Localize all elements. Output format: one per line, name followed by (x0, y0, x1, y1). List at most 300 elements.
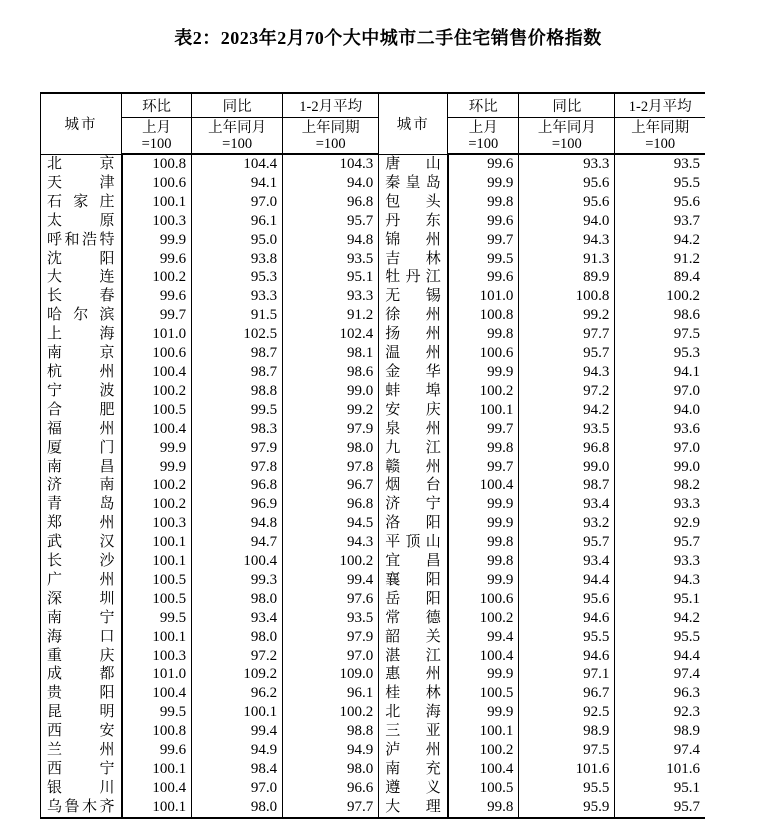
mom-cell: 100.1 (448, 401, 519, 420)
city-cell: 包头 (379, 193, 448, 212)
mom-cell: 100.2 (122, 382, 192, 401)
mom-cell: 99.6 (448, 154, 519, 174)
mom-cell: 101.0 (448, 287, 519, 306)
city-cell: 郑州 (41, 514, 122, 533)
yoy-cell: 89.9 (519, 268, 615, 287)
city-cell: 金华 (379, 363, 448, 382)
yoy-cell: 94.9 (192, 741, 283, 760)
column-header-city-right: 城市 (379, 93, 448, 154)
city-cell: 合肥 (41, 401, 122, 420)
yoy-cell: 96.9 (192, 495, 283, 514)
subheader-avg-right: 上年同期 =100 (615, 118, 705, 155)
yoy-cell: 95.7 (519, 533, 615, 552)
table-row (41, 609, 706, 628)
yoy-cell: 94.8 (192, 514, 283, 533)
yoy-cell: 95.6 (519, 193, 615, 212)
avg-cell: 95.5 (673, 628, 700, 645)
avg-cell: 100.2 (283, 703, 379, 722)
city-cell: 济南 (41, 476, 122, 495)
avg-cell: 95.5 (673, 174, 700, 191)
avg-cell: 93.5 (283, 250, 379, 269)
mom-cell: 99.8 (448, 533, 519, 552)
mom-cell: 101.0 (122, 325, 192, 344)
mom-cell: 99.9 (448, 665, 519, 684)
yoy-cell: 97.5 (519, 741, 615, 760)
yoy-cell: 92.5 (519, 703, 615, 722)
city-cell: 遵义 (379, 779, 448, 798)
city-cell: 广州 (41, 571, 122, 590)
yoy-cell: 94.4 (519, 571, 615, 590)
avg-cell: 95.7 (673, 798, 700, 815)
table-row (41, 363, 706, 382)
city-cell: 济宁 (379, 495, 448, 514)
column-header-avg-right: 1-2月平均 (615, 93, 705, 118)
mom-cell: 99.8 (448, 798, 519, 818)
table-row (41, 458, 706, 477)
city-cell: 三亚 (379, 722, 448, 741)
yoy-cell: 91.3 (519, 250, 615, 269)
yoy-cell: 95.9 (519, 798, 615, 818)
yoy-cell: 97.2 (519, 382, 615, 401)
table-row (41, 382, 706, 401)
avg-cell: 94.3 (673, 571, 700, 588)
city-cell: 洛阳 (379, 514, 448, 533)
city-cell: 杭州 (41, 363, 122, 382)
yoy-cell: 97.2 (192, 647, 283, 666)
yoy-cell: 97.0 (192, 779, 283, 798)
yoy-cell: 96.7 (519, 684, 615, 703)
mom-cell: 99.9 (448, 703, 519, 722)
city-cell: 上海 (41, 325, 122, 344)
mom-cell: 99.9 (122, 439, 192, 458)
mom-cell: 99.9 (448, 363, 519, 382)
yoy-cell: 94.0 (519, 212, 615, 231)
subheader-yoy-left: 上年同月 =100 (192, 118, 283, 155)
avg-cell: 99.2 (283, 401, 379, 420)
yoy-cell: 98.0 (192, 590, 283, 609)
yoy-cell: 93.3 (519, 154, 615, 174)
table-row (41, 571, 706, 590)
subheader-yoy-right: 上年同月 =100 (519, 118, 615, 155)
header-row-base (41, 118, 706, 155)
yoy-cell: 98.0 (192, 798, 283, 818)
mom-cell: 100.1 (122, 533, 192, 552)
mom-cell: 99.6 (122, 741, 192, 760)
table-row (41, 174, 706, 193)
column-header-mom-left: 环比 (122, 93, 192, 118)
table-row (41, 193, 706, 212)
header-row-groups (41, 93, 706, 118)
yoy-cell: 93.2 (519, 514, 615, 533)
yoy-cell: 97.1 (519, 665, 615, 684)
mom-cell: 100.4 (122, 779, 192, 798)
city-cell: 惠州 (379, 665, 448, 684)
table-row (41, 590, 706, 609)
mom-cell: 99.5 (122, 609, 192, 628)
mom-cell: 100.1 (122, 552, 192, 571)
city-cell: 呼和浩特 (41, 231, 122, 250)
avg-cell: 93.3 (673, 496, 700, 513)
yoy-cell: 93.4 (192, 609, 283, 628)
mom-cell: 100.3 (122, 514, 192, 533)
avg-cell: 98.6 (283, 363, 379, 382)
avg-cell: 97.0 (673, 439, 700, 456)
yoy-cell: 98.4 (192, 760, 283, 779)
avg-cell: 94.8 (283, 231, 379, 250)
yoy-cell: 97.9 (192, 439, 283, 458)
yoy-cell: 100.8 (519, 287, 615, 306)
yoy-cell: 94.6 (519, 647, 615, 666)
city-cell: 岳阳 (379, 590, 448, 609)
table-row (41, 779, 706, 798)
yoy-cell: 96.8 (192, 476, 283, 495)
mom-cell: 99.6 (448, 268, 519, 287)
table-row (41, 665, 706, 684)
mom-cell: 100.4 (122, 363, 192, 382)
avg-cell: 98.0 (283, 760, 379, 779)
avg-cell: 95.7 (673, 534, 700, 551)
avg-cell: 96.8 (283, 495, 379, 514)
city-cell: 烟台 (379, 476, 448, 495)
city-cell: 蚌埠 (379, 382, 448, 401)
mom-cell: 99.9 (448, 514, 519, 533)
mom-cell: 100.2 (122, 268, 192, 287)
city-cell: 深圳 (41, 590, 122, 609)
avg-cell: 99.4 (283, 571, 379, 590)
city-cell: 丹东 (379, 212, 448, 231)
mom-cell: 100.6 (122, 344, 192, 363)
avg-cell: 95.3 (673, 345, 700, 362)
avg-cell: 97.4 (673, 666, 700, 683)
city-cell: 青岛 (41, 495, 122, 514)
avg-cell: 97.7 (283, 798, 379, 818)
mom-cell: 99.4 (448, 628, 519, 647)
yoy-cell: 98.7 (192, 363, 283, 382)
mom-cell: 100.6 (122, 174, 192, 193)
avg-cell: 98.6 (673, 307, 700, 324)
mom-cell: 100.8 (448, 306, 519, 325)
table-row (41, 514, 706, 533)
yoy-cell: 95.6 (519, 590, 615, 609)
avg-cell: 98.8 (283, 722, 379, 741)
column-header-avg-left: 1-2月平均 (283, 93, 379, 118)
city-cell: 天津 (41, 174, 122, 193)
yoy-cell: 97.7 (519, 325, 615, 344)
table-row (41, 722, 706, 741)
city-cell: 南充 (379, 760, 448, 779)
city-cell: 武汉 (41, 533, 122, 552)
table-row (41, 684, 706, 703)
yoy-cell: 93.3 (192, 287, 283, 306)
avg-cell: 94.9 (283, 741, 379, 760)
city-cell: 西安 (41, 722, 122, 741)
table-row (41, 495, 706, 514)
mom-cell: 100.5 (122, 401, 192, 420)
avg-cell: 93.5 (673, 156, 700, 172)
price-index-table (40, 92, 705, 819)
yoy-cell: 98.9 (519, 722, 615, 741)
avg-cell: 96.1 (283, 684, 379, 703)
city-cell: 海口 (41, 628, 122, 647)
city-cell: 泸州 (379, 741, 448, 760)
yoy-cell: 99.2 (519, 306, 615, 325)
avg-cell: 99.0 (673, 458, 700, 475)
yoy-cell: 99.4 (192, 722, 283, 741)
mom-cell: 99.5 (448, 250, 519, 269)
mom-cell: 100.2 (122, 476, 192, 495)
mom-cell: 100.8 (122, 722, 192, 741)
city-cell: 秦皇岛 (379, 174, 448, 193)
avg-cell: 94.5 (283, 514, 379, 533)
city-cell: 无锡 (379, 287, 448, 306)
table-row (41, 703, 706, 722)
avg-cell: 96.7 (283, 476, 379, 495)
city-cell: 泉州 (379, 420, 448, 439)
avg-cell: 94.0 (673, 401, 700, 418)
avg-cell: 97.0 (673, 382, 700, 399)
city-cell: 锦州 (379, 231, 448, 250)
city-cell: 扬州 (379, 325, 448, 344)
city-cell: 厦门 (41, 439, 122, 458)
city-cell: 重庆 (41, 647, 122, 666)
yoy-cell: 98.8 (192, 382, 283, 401)
mom-cell: 99.9 (448, 495, 519, 514)
mom-cell: 100.1 (122, 760, 192, 779)
city-cell: 太原 (41, 212, 122, 231)
yoy-cell: 95.6 (519, 174, 615, 193)
mom-cell: 99.6 (122, 250, 192, 269)
city-cell: 赣州 (379, 458, 448, 477)
yoy-cell: 95.3 (192, 268, 283, 287)
mom-cell: 99.7 (448, 420, 519, 439)
avg-cell: 93.3 (283, 287, 379, 306)
avg-cell: 102.4 (283, 325, 379, 344)
subheader-mom-left: 上月 =100 (122, 118, 192, 155)
table-row (41, 647, 706, 666)
table-row (41, 344, 706, 363)
mom-cell: 99.7 (448, 458, 519, 477)
city-cell: 南昌 (41, 458, 122, 477)
avg-cell: 96.6 (283, 779, 379, 798)
mom-cell: 100.1 (122, 193, 192, 212)
table-row (41, 741, 706, 760)
yoy-cell: 99.5 (192, 401, 283, 420)
city-cell: 昆明 (41, 703, 122, 722)
yoy-cell: 100.1 (192, 703, 283, 722)
city-cell: 南京 (41, 344, 122, 363)
city-cell: 宁波 (41, 382, 122, 401)
column-header-yoy-left: 同比 (192, 93, 283, 118)
city-cell: 北海 (379, 703, 448, 722)
city-cell: 九江 (379, 439, 448, 458)
avg-cell: 91.2 (673, 250, 700, 267)
mom-cell: 100.4 (448, 476, 519, 495)
avg-cell: 97.6 (283, 590, 379, 609)
city-cell: 温州 (379, 344, 448, 363)
yoy-cell: 101.6 (519, 760, 615, 779)
mom-cell: 99.7 (448, 231, 519, 250)
city-cell: 贵阳 (41, 684, 122, 703)
mom-cell: 100.5 (448, 779, 519, 798)
table-row (41, 628, 706, 647)
avg-cell: 96.8 (283, 193, 379, 212)
yoy-cell: 98.0 (192, 628, 283, 647)
table-row (41, 401, 706, 420)
avg-cell: 94.4 (673, 647, 700, 664)
avg-cell: 94.2 (673, 609, 700, 626)
mom-cell: 99.9 (448, 571, 519, 590)
city-cell: 常德 (379, 609, 448, 628)
mom-cell: 99.7 (122, 306, 192, 325)
avg-cell: 100.2 (666, 288, 700, 305)
table-row (41, 760, 706, 779)
city-cell: 哈尔滨 (41, 306, 122, 325)
mom-cell: 100.3 (122, 212, 192, 231)
mom-cell: 99.6 (448, 212, 519, 231)
table-row (41, 306, 706, 325)
yoy-cell: 104.4 (192, 154, 283, 174)
avg-cell: 109.0 (283, 665, 379, 684)
yoy-cell: 93.8 (192, 250, 283, 269)
avg-cell: 97.9 (283, 628, 379, 647)
city-cell: 石家庄 (41, 193, 122, 212)
avg-cell: 95.7 (283, 212, 379, 231)
mom-cell: 100.1 (122, 798, 192, 818)
yoy-cell: 96.2 (192, 684, 283, 703)
avg-cell: 89.4 (673, 269, 700, 286)
avg-cell: 92.9 (673, 515, 700, 532)
city-cell: 沈阳 (41, 250, 122, 269)
yoy-cell: 94.1 (192, 174, 283, 193)
yoy-cell: 100.4 (192, 552, 283, 571)
mom-cell: 99.9 (122, 458, 192, 477)
mom-cell: 100.5 (122, 571, 192, 590)
mom-cell: 100.1 (122, 628, 192, 647)
subheader-avg-left: 上年同期 =100 (283, 118, 379, 155)
avg-cell: 96.3 (673, 685, 700, 702)
mom-cell: 100.6 (448, 344, 519, 363)
city-cell: 乌鲁木齐 (41, 798, 122, 818)
table-row (41, 268, 706, 287)
table-title: 表2：2023年2月70个大中城市二手住宅销售价格指数 (174, 28, 602, 48)
yoy-cell: 99.0 (519, 458, 615, 477)
table-row (41, 476, 706, 495)
avg-cell: 100.2 (283, 552, 379, 571)
city-cell: 西宁 (41, 760, 122, 779)
city-cell: 韶关 (379, 628, 448, 647)
yoy-cell: 94.6 (519, 609, 615, 628)
mom-cell: 100.2 (448, 741, 519, 760)
yoy-cell: 96.8 (519, 439, 615, 458)
city-cell: 大理 (379, 798, 448, 818)
column-header-mom-right: 环比 (448, 93, 519, 118)
city-cell: 唐山 (379, 154, 448, 174)
avg-cell: 95.1 (673, 779, 700, 796)
city-cell: 成都 (41, 665, 122, 684)
avg-cell: 97.8 (283, 458, 379, 477)
city-cell: 长春 (41, 287, 122, 306)
avg-cell: 92.3 (673, 704, 700, 721)
avg-cell: 97.9 (283, 420, 379, 439)
yoy-cell: 95.7 (519, 344, 615, 363)
avg-cell: 95.6 (673, 193, 700, 210)
city-cell: 福州 (41, 420, 122, 439)
mom-cell: 100.2 (448, 382, 519, 401)
avg-cell: 99.0 (283, 382, 379, 401)
table-body (41, 154, 706, 818)
yoy-cell: 95.5 (519, 779, 615, 798)
yoy-cell: 97.0 (192, 193, 283, 212)
table-row (41, 533, 706, 552)
city-cell: 湛江 (379, 647, 448, 666)
mom-cell: 100.2 (448, 609, 519, 628)
yoy-cell: 95.0 (192, 231, 283, 250)
city-cell: 银川 (41, 779, 122, 798)
avg-cell: 93.3 (673, 553, 700, 570)
city-cell: 吉林 (379, 250, 448, 269)
yoy-cell: 99.3 (192, 571, 283, 590)
avg-cell: 91.2 (283, 306, 379, 325)
mom-cell: 99.9 (122, 231, 192, 250)
avg-cell: 98.0 (283, 439, 379, 458)
yoy-cell: 98.3 (192, 420, 283, 439)
table-row (41, 250, 706, 269)
city-cell: 襄阳 (379, 571, 448, 590)
yoy-cell: 93.4 (519, 495, 615, 514)
avg-cell: 101.6 (666, 761, 700, 777)
mom-cell: 100.8 (122, 154, 192, 174)
mom-cell: 100.2 (122, 495, 192, 514)
city-cell: 徐州 (379, 306, 448, 325)
city-cell: 桂林 (379, 684, 448, 703)
avg-cell: 93.5 (283, 609, 379, 628)
city-cell: 平顶山 (379, 533, 448, 552)
mom-cell: 100.3 (122, 647, 192, 666)
avg-cell: 104.3 (283, 154, 379, 174)
yoy-cell: 94.7 (192, 533, 283, 552)
avg-cell: 97.4 (673, 742, 700, 759)
yoy-cell: 96.1 (192, 212, 283, 231)
yoy-cell: 95.5 (519, 628, 615, 647)
city-cell: 北京 (41, 154, 122, 174)
mom-cell: 100.5 (122, 590, 192, 609)
mom-cell: 99.5 (122, 703, 192, 722)
table-row (41, 325, 706, 344)
yoy-cell: 93.4 (519, 552, 615, 571)
subheader-mom-right: 上月 =100 (448, 118, 519, 155)
city-cell: 宜昌 (379, 552, 448, 571)
yoy-cell: 94.2 (519, 401, 615, 420)
avg-cell: 98.2 (673, 477, 700, 494)
avg-cell: 98.9 (673, 723, 700, 740)
table-row (41, 552, 706, 571)
avg-cell: 94.3 (283, 533, 379, 552)
city-cell: 牡丹江 (379, 268, 448, 287)
avg-cell: 93.7 (673, 212, 700, 229)
avg-cell: 94.0 (283, 174, 379, 193)
table-row (41, 798, 706, 818)
avg-cell: 97.0 (283, 647, 379, 666)
avg-cell: 94.1 (673, 363, 700, 380)
table-row (41, 287, 706, 306)
yoy-cell: 109.2 (192, 665, 283, 684)
table-row (41, 420, 706, 439)
mom-cell: 100.4 (122, 684, 192, 703)
mom-cell: 99.9 (448, 174, 519, 193)
yoy-cell: 98.7 (519, 476, 615, 495)
city-cell: 安庆 (379, 401, 448, 420)
mom-cell: 100.4 (448, 647, 519, 666)
